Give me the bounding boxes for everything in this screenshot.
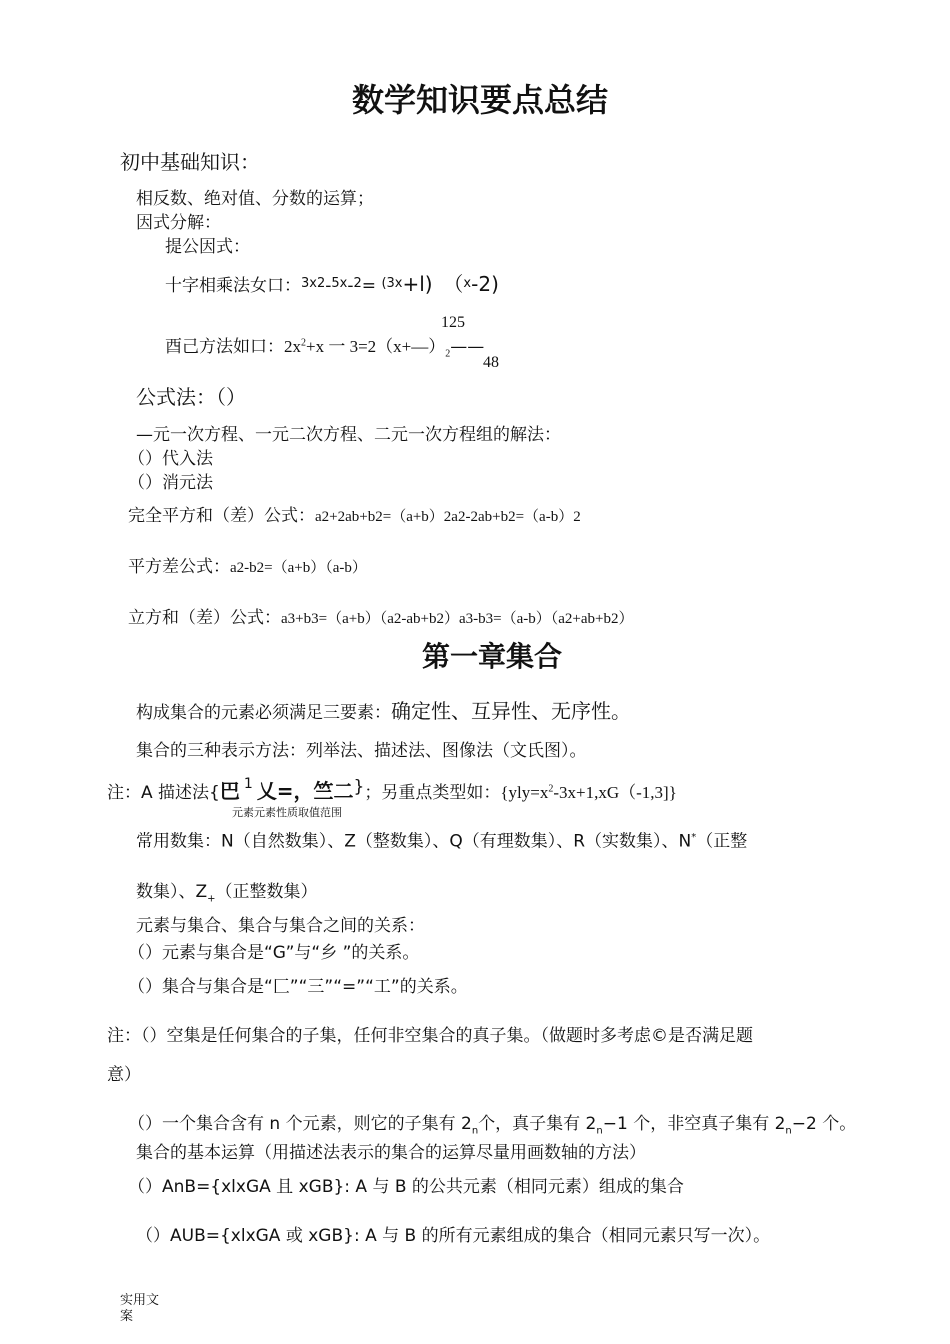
description-caption: 元素元素性质取值范围 [232,806,342,819]
cube-label: 立方和（差）公式： [128,608,281,628]
three-elements-label: 构成集合的元素必须满足三要素： [136,703,391,723]
cross-multiplication-line [165,274,499,295]
complete-part: +x 一 3=2（x+—） [306,337,446,356]
three-elements-value: 确定性、互异性、无序性。 [391,699,631,723]
chapter-heading: 第一章集合 [422,640,563,673]
difference-of-squares-line [128,559,367,576]
cross-part: 3x2 [301,276,326,291]
cross-part: 2 [353,276,362,291]
desc-part: {yly=x [500,783,549,802]
section-heading-junior: 初中基础知识： [120,150,260,174]
common-sets-part: * [691,832,697,843]
subsets-part: −1 个，非空真子集有 2 [602,1114,786,1134]
equations-heading: —元一次方程、一元二次方程、二元一次方程组的解法： [136,425,561,445]
desc-part: 注：A 描述法{ [107,783,220,803]
complete-part: 2x [284,337,301,356]
cross-part: - [325,276,332,296]
common-sets-part: （正整数集） [215,882,318,902]
cross-part: （ [443,272,464,296]
relation-set-set: （）集合与集合是“匚”“三”“=”“工”的关系。 [128,977,468,997]
perfect-square-formula: a2+2ab+b2=（a+b）2a2-2ab+b2=（a-b）2 [315,509,581,525]
cube-formula: a3+b3=（a+b）（a2-ab+b2）a3-b3=（a-b）（a2+ab+b2） [281,611,634,627]
subsets-part: 个，真子集有 2 [478,1114,597,1134]
description-note-line [107,777,677,802]
item-extract-common-factor: 提公因式： [165,237,250,257]
diff-squares-formula: a2-b2=（a+b）（a-b） [230,560,367,576]
fraction-numerator: 125 [441,314,465,331]
footer-line-1: 实用文 [120,1293,160,1308]
subsets-part: n [471,1125,479,1137]
common-sets-part: + [207,893,216,905]
common-sets-line-2 [136,884,318,904]
basic-operations-heading: 集合的基本运算（用描述法表示的集合的运算尽量用画数轴的方法） [136,1143,646,1163]
desc-part: 2 [548,783,554,795]
diff-squares-label: 平方差公式： [128,557,230,577]
cross-part: -2) [471,272,499,296]
empty-set-note-1: 注：（）空集是任何集合的子集，任何非空集合的真子集。（做题时多考虑©是否满足题 [107,1026,753,1046]
subsets-part: n [596,1125,603,1137]
subsets-count-line [128,1116,856,1136]
three-methods: 集合的三种表示方法：列举法、描述法、图像法（文氏图）。 [136,741,587,761]
cross-part: - [347,276,354,296]
item-operations: 相反数、绝对值、分数的运算； [136,189,374,209]
union-definition: （）AUB={xlxGA 或 xGB}: A 与 B 的所有元素组成的集合（相同元素只写一次）。 [136,1226,771,1246]
elimination-method: （）消元法 [128,473,213,493]
item-factorization: 因式分解： [136,213,221,233]
subsets-part: n [785,1125,792,1137]
footer-line-2: 案 [120,1309,134,1324]
perfect-square-line [128,508,581,525]
desc-part: } [353,777,365,797]
three-elements-line [136,701,631,722]
desc-part: -3x+1,xG（-1,3]} [553,783,677,802]
intersection-definition: （）AnB={xlxGA 且 xGB}: A 与 B 的公共元素（相同元素）组成的集合 [128,1177,684,1197]
common-sets-part: 数集）、Z [136,882,208,902]
perfect-square-label: 完全平方和（差）公式： [128,506,315,526]
relation-element-set: （）元素与集合是“G”与“乡 ”的关系。 [128,943,420,963]
common-sets-part: 常用数集：N（自然数集）、Z（整数集）、Q（有理数集）、R（实数集）、N [136,831,692,852]
cross-part: 5x [331,276,348,291]
subsets-part: （）一个集合含有 n 个元素，则它的子集有 2 [128,1114,472,1134]
desc-part: 1 [243,776,253,792]
substitution-method: （）代入法 [128,449,213,469]
cube-formula-line [128,610,633,627]
cross-part: (3x [381,276,403,291]
complete-part: —— [450,337,485,357]
subsets-part: −2 个。 [791,1114,857,1134]
empty-set-note-2: 意） [107,1065,141,1085]
formula-method: 公式法：（） [136,385,246,409]
desc-part: 巴 [219,779,240,803]
complete-part: 2 [445,348,451,360]
desc-part: 乂=，竺二 [256,779,354,803]
complete-part: 2 [301,337,306,349]
desc-part: ；另重点类型如： [364,783,501,803]
cross-part: x [463,276,472,291]
page-title: 数学知识要点总结 [352,81,609,119]
cross-label: 十字相乘法女口： [165,276,301,296]
completing-square-line [165,338,484,359]
common-sets-line-1 [136,833,747,851]
relations-heading: 元素与集合、集合与集合之间的关系： [136,916,425,936]
fraction-denominator: 48 [483,354,499,371]
complete-label: 酉己方法如口： [165,337,284,357]
cross-part: +l) [402,272,433,296]
common-sets-part: （正整 [696,831,748,852]
cross-part: = [361,276,382,296]
